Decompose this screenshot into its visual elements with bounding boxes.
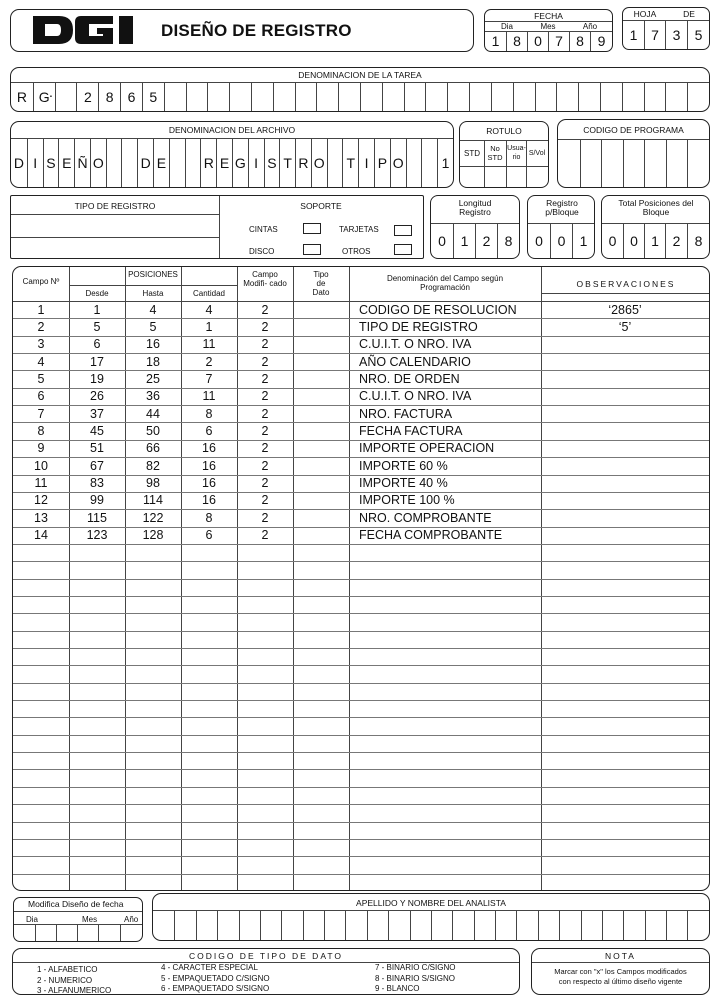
cell-campo: 5 bbox=[37, 371, 45, 386]
cell-hasta: 98 bbox=[146, 476, 160, 490]
cell-cantidad: 11 bbox=[202, 337, 216, 352]
analista-cell bbox=[666, 910, 687, 940]
cell-campo: 9 bbox=[37, 441, 45, 456]
total-posiciones-label: Total Posiciones del Bloque bbox=[618, 198, 694, 217]
analista-cell bbox=[495, 910, 516, 940]
cell-mod: 2 bbox=[261, 319, 269, 334]
cell-den: FECHA FACTURA bbox=[359, 423, 463, 438]
tarea-cell bbox=[447, 82, 469, 111]
cell-den: CODIGO DE RESOLUCION bbox=[359, 302, 517, 317]
header-box bbox=[10, 9, 474, 52]
cell-obs bbox=[541, 423, 709, 440]
total-posiciones-digit: 0 bbox=[608, 232, 617, 249]
analista-cell bbox=[645, 910, 666, 940]
cell-campo: 8 bbox=[37, 423, 45, 438]
cell-hasta: 16 bbox=[146, 337, 160, 352]
col-cantidad: Cantidad bbox=[192, 289, 226, 298]
cell-den: C.U.I.T. O NRO. IVA bbox=[359, 337, 472, 352]
tarea-cell bbox=[491, 82, 513, 111]
tarea-cell bbox=[251, 82, 273, 111]
cell-den: IMPORTE 100 % bbox=[359, 493, 455, 508]
de-label: DE bbox=[683, 9, 695, 19]
tarea-cell bbox=[229, 82, 251, 111]
cell-obs: ‘2865’ bbox=[608, 302, 642, 317]
analista-cell bbox=[239, 910, 260, 940]
archivo-cells bbox=[11, 138, 453, 187]
analista-cell bbox=[687, 910, 708, 940]
tarea-cell: 8 bbox=[98, 82, 120, 111]
codigo-tipo-item: 6 - EMPAQUETADO S/SIGNO bbox=[161, 984, 270, 993]
analista-cell bbox=[410, 910, 431, 940]
cell-mod: 2 bbox=[261, 528, 269, 543]
analista-cell bbox=[431, 910, 452, 940]
cell-hasta: 4 bbox=[149, 302, 157, 317]
tarea-cell: 6 bbox=[120, 82, 142, 111]
analista-cell bbox=[196, 910, 217, 940]
soporte-disco-checkbox[interactable] bbox=[303, 244, 321, 255]
cell-obs bbox=[541, 510, 709, 527]
analista-cell bbox=[303, 910, 324, 940]
cell-den: IMPORTE 40 % bbox=[359, 476, 448, 490]
hoja-digits bbox=[623, 20, 709, 49]
codigo-tipo-col2 bbox=[161, 963, 270, 995]
cell-cantidad: 1 bbox=[205, 319, 213, 334]
rotulo-no-std: No STD bbox=[487, 144, 503, 162]
col-denominacion: Denominación del Campo según Programación bbox=[386, 274, 504, 292]
cell-hasta: 82 bbox=[146, 458, 160, 473]
tarea-cell bbox=[425, 82, 447, 111]
cell-campo: 3 bbox=[37, 337, 45, 352]
archivo-cell: I bbox=[27, 138, 43, 187]
tarea-cell bbox=[644, 82, 666, 111]
archivo-cell bbox=[327, 138, 343, 187]
rotulo-usuario: Usua- rio bbox=[507, 145, 526, 161]
cell-campo: 4 bbox=[37, 354, 45, 369]
cell-cantidad: 4 bbox=[205, 302, 213, 317]
analista-cell bbox=[623, 910, 644, 940]
cell-cantidad: 16 bbox=[202, 493, 216, 508]
archivo-cell: E bbox=[58, 138, 74, 187]
cell-desde: 6 bbox=[93, 337, 101, 352]
modifica-label: Modifica Diseño de fecha bbox=[28, 899, 124, 909]
tarea-cell bbox=[665, 82, 687, 111]
cell-hasta: 18 bbox=[146, 354, 160, 369]
fecha-label: FECHA bbox=[534, 11, 563, 21]
tarea-cell bbox=[687, 82, 709, 111]
analista-cell bbox=[559, 910, 580, 940]
cell-campo: 1 bbox=[37, 302, 45, 317]
codigo-tipo-label: CODIGO DE TIPO DE DATO bbox=[188, 951, 344, 961]
cell-den: NRO. FACTURA bbox=[359, 406, 453, 421]
archivo-cell: O bbox=[390, 138, 406, 187]
cell-hasta: 122 bbox=[142, 510, 164, 525]
cell-mod: 2 bbox=[261, 371, 269, 386]
cell-desde: 5 bbox=[93, 319, 101, 334]
hoja-digit: 5 bbox=[687, 20, 709, 49]
archivo-cell: O bbox=[90, 138, 106, 187]
cell-den: C.U.I.T. O NRO. IVA bbox=[359, 389, 472, 404]
col-campo: Campo Nº bbox=[22, 277, 60, 286]
codigo-tipo-item: 5 - EMPAQUETADO C/SIGNO bbox=[161, 973, 270, 983]
cell-den: AÑO CALENDARIO bbox=[359, 354, 471, 369]
tarea-cell bbox=[295, 82, 317, 111]
total-posiciones-digit: 1 bbox=[644, 223, 665, 258]
cell-hasta: 128 bbox=[142, 528, 164, 543]
analista-label: APELLIDO Y NOMBRE DEL ANALISTA bbox=[356, 898, 506, 908]
nota-box bbox=[531, 948, 710, 995]
archivo-cell: D bbox=[13, 154, 24, 171]
archivo-cell: G bbox=[232, 138, 248, 187]
archivo-cell bbox=[406, 138, 422, 187]
cell-obs bbox=[541, 406, 709, 423]
tarea-cell bbox=[469, 82, 491, 111]
cell-mod: 2 bbox=[261, 302, 269, 317]
cell-mod: 2 bbox=[261, 510, 269, 525]
col-observaciones: OBSERVACIONES bbox=[576, 279, 676, 289]
analista-cell bbox=[281, 910, 302, 940]
codigo-programa-cells bbox=[558, 139, 709, 187]
cell-cantidad: 16 bbox=[202, 458, 216, 473]
cell-cantidad: 16 bbox=[202, 476, 216, 490]
cell-hasta: 5 bbox=[149, 319, 157, 334]
cell-hasta: 50 bbox=[146, 423, 160, 438]
col-modificado: Campo Modifi- cado bbox=[243, 270, 287, 288]
archivo-cell bbox=[169, 138, 185, 187]
nota-text-1: Marcar con "x" los Campos modificados bbox=[554, 967, 687, 976]
modifica-cells bbox=[14, 924, 142, 941]
archivo-cell: R bbox=[200, 138, 216, 187]
archivo-cell bbox=[185, 138, 201, 187]
cell-mod: 2 bbox=[261, 476, 269, 490]
dgi-logo-graphic bbox=[31, 14, 151, 46]
tarea-label: DENOMINACION DE LA TAREA bbox=[298, 70, 422, 80]
rotulo-std: STD bbox=[464, 149, 480, 158]
registro-bloque-digit: 0 bbox=[550, 223, 572, 258]
cell-mod: 2 bbox=[261, 337, 269, 352]
cell-mod: 2 bbox=[261, 406, 269, 421]
archivo-cell: Ñ bbox=[74, 138, 90, 187]
modifica-box bbox=[13, 897, 143, 942]
tarea-cell bbox=[186, 82, 208, 111]
archivo-cell: P bbox=[374, 138, 390, 187]
tarea-cell bbox=[404, 82, 426, 111]
cell-cantidad: 16 bbox=[202, 441, 216, 456]
analista-cell bbox=[260, 910, 281, 940]
fecha-dia-label: Dia bbox=[500, 22, 513, 31]
cell-desde: 67 bbox=[90, 458, 104, 473]
cell-campo: 7 bbox=[37, 406, 45, 421]
analista-cell bbox=[538, 910, 559, 940]
cell-desde: 83 bbox=[90, 476, 104, 490]
modifica-mes: Mes bbox=[82, 915, 98, 924]
fecha-digit: 0 bbox=[527, 31, 548, 51]
cell-obs bbox=[541, 354, 709, 371]
fecha-mes-label: Mes bbox=[540, 22, 556, 31]
codigo-programa-label: CODIGO DE PROGRAMA bbox=[583, 125, 684, 135]
tarea-cell bbox=[273, 82, 295, 111]
cell-cantidad: 11 bbox=[202, 389, 216, 404]
fecha-box bbox=[484, 9, 613, 52]
hoja-digit: 3 bbox=[665, 20, 687, 49]
cell-mod: 2 bbox=[261, 441, 269, 456]
registro-bloque-box bbox=[527, 195, 595, 259]
archivo-cell: E bbox=[216, 138, 232, 187]
cell-cantidad: 7 bbox=[205, 371, 213, 386]
tarea-cell bbox=[578, 82, 600, 111]
fecha-digit: 1 bbox=[491, 33, 500, 49]
cell-den: TIPO DE REGISTRO bbox=[359, 319, 478, 334]
codigo-tipo-box bbox=[12, 948, 520, 995]
rotulo-svol: S/Vol bbox=[528, 150, 546, 157]
analista-cell bbox=[602, 910, 623, 940]
tarea-cell bbox=[382, 82, 404, 111]
cell-hasta: 36 bbox=[146, 389, 160, 404]
tipo-soporte-box bbox=[10, 195, 424, 259]
analista-box bbox=[152, 893, 710, 941]
analista-cell bbox=[452, 910, 473, 940]
analista-cell bbox=[345, 910, 366, 940]
cell-mod: 2 bbox=[261, 354, 269, 369]
analista-cell bbox=[153, 910, 174, 940]
fecha-anio-label: Año bbox=[582, 22, 598, 31]
analista-cell bbox=[388, 910, 409, 940]
total-posiciones-box bbox=[601, 195, 710, 259]
hoja-box bbox=[622, 7, 710, 50]
soporte-label: SOPORTE bbox=[300, 201, 342, 211]
soporte-disco-label: DISCO bbox=[249, 247, 275, 256]
cell-mod: 2 bbox=[261, 493, 269, 508]
cell-desde: 123 bbox=[86, 528, 108, 543]
analista-cell bbox=[581, 910, 602, 940]
registro-bloque-digit: 1 bbox=[572, 223, 594, 258]
tarea-cell bbox=[535, 82, 557, 111]
total-posiciones-digits bbox=[602, 223, 709, 258]
archivo-cell: I bbox=[248, 138, 264, 187]
archivo-cell: D bbox=[137, 138, 153, 187]
archivo-cell: T bbox=[279, 138, 295, 187]
longitud-digit: 0 bbox=[438, 232, 446, 249]
longitud-digit: 2 bbox=[475, 223, 497, 258]
analista-cell bbox=[367, 910, 388, 940]
hoja-digit: 1 bbox=[629, 26, 638, 43]
longitud-box bbox=[430, 195, 520, 259]
fecha-digit: 8 bbox=[569, 31, 590, 51]
rotulo-box bbox=[459, 121, 549, 188]
cell-den: FECHA COMPROBANTE bbox=[359, 528, 503, 543]
cell-desde: 19 bbox=[90, 371, 104, 386]
analista-cell bbox=[324, 910, 345, 940]
cell-obs: ‘5’ bbox=[618, 319, 632, 334]
cell-den: IMPORTE OPERACION bbox=[359, 441, 495, 456]
archivo-cell: S bbox=[264, 138, 280, 187]
archivo-label: DENOMINACION DEL ARCHIVO bbox=[168, 125, 296, 135]
cell-cantidad: 6 bbox=[205, 423, 213, 438]
tarea-dot: . bbox=[49, 84, 53, 100]
rotulo-label: ROTULO bbox=[486, 126, 522, 136]
archivo-cell: O bbox=[311, 138, 327, 187]
tarea-cell bbox=[316, 82, 338, 111]
fecha-digit: 9 bbox=[590, 31, 612, 51]
tipo-registro-label: TIPO DE REGISTRO bbox=[74, 201, 156, 211]
archivo-cell: E bbox=[153, 138, 169, 187]
codigo-tipo-item: 9 - BLANCO bbox=[375, 984, 420, 993]
tarea-cell bbox=[164, 82, 186, 111]
tarea-box bbox=[10, 67, 710, 112]
cell-mod: 2 bbox=[261, 458, 269, 473]
cell-obs bbox=[541, 371, 709, 388]
cell-campo: 11 bbox=[34, 476, 48, 490]
cell-obs bbox=[541, 458, 709, 475]
fecha-digit: 7 bbox=[548, 31, 569, 51]
col-hasta: Hasta bbox=[142, 289, 164, 298]
cell-campo: 12 bbox=[34, 493, 48, 508]
codigo-tipo-col1 bbox=[37, 965, 111, 997]
cell-hasta: 25 bbox=[146, 371, 160, 386]
cell-desde: 26 bbox=[90, 389, 104, 404]
codigo-tipo-item: 3 - ALFANUMERICO bbox=[37, 986, 112, 995]
col-tipo: Tipo de Dato bbox=[312, 270, 330, 297]
archivo-cell: 1 bbox=[437, 138, 453, 187]
col-desde: Desde bbox=[85, 289, 109, 298]
archivo-cell: S bbox=[43, 138, 59, 187]
archivo-cell bbox=[421, 138, 437, 187]
cell-campo: 14 bbox=[34, 528, 48, 543]
cell-hasta: 114 bbox=[143, 493, 163, 508]
cell-cantidad: 8 bbox=[205, 406, 213, 421]
analista-cell bbox=[516, 910, 537, 940]
campos-table bbox=[12, 266, 710, 891]
nota-text-2: con respecto al último diseño vigente bbox=[558, 977, 683, 986]
tarea-cell bbox=[338, 82, 360, 111]
tarea-cell: 2 bbox=[76, 82, 98, 111]
longitud-digits bbox=[431, 223, 519, 258]
tarea-cell bbox=[622, 82, 644, 111]
longitud-digit: 8 bbox=[497, 223, 519, 258]
cell-cantidad: 8 bbox=[205, 510, 213, 525]
codigo-tipo-item: 2 - NUMERICO bbox=[37, 975, 93, 985]
cell-mod: 2 bbox=[261, 423, 269, 438]
cell-desde: 51 bbox=[90, 441, 104, 456]
tarea-cell bbox=[600, 82, 622, 111]
cell-obs bbox=[541, 492, 709, 509]
analista-cell bbox=[174, 910, 195, 940]
cell-desde: 99 bbox=[90, 493, 104, 508]
dgi-logo bbox=[31, 14, 151, 46]
cell-desde: 115 bbox=[87, 510, 107, 525]
cell-desde: 45 bbox=[90, 423, 104, 438]
cell-desde: 17 bbox=[90, 354, 104, 369]
cell-obs bbox=[541, 440, 709, 457]
tarea-cell: 5 bbox=[142, 82, 164, 111]
total-posiciones-digit: 0 bbox=[623, 223, 644, 258]
hoja-label: HOJA bbox=[633, 9, 657, 19]
analista-cell bbox=[474, 910, 495, 940]
cell-cantidad: 2 bbox=[205, 354, 213, 369]
codigo-tipo-item: 4 - CARACTER ESPECIAL bbox=[161, 963, 258, 972]
soporte-otros-label: OTROS bbox=[342, 247, 371, 256]
total-posiciones-digit: 8 bbox=[687, 223, 709, 258]
total-posiciones-digit: 2 bbox=[665, 223, 687, 258]
cell-hasta: 66 bbox=[146, 441, 160, 456]
soporte-tarjetas-label: TARJETAS bbox=[339, 225, 379, 234]
archivo-cell bbox=[121, 138, 137, 187]
analista-cell bbox=[217, 910, 238, 940]
archivo-cell: I bbox=[358, 138, 374, 187]
col-posiciones: POSICIONES bbox=[128, 270, 178, 279]
archivo-box bbox=[10, 121, 454, 188]
tarea-cell bbox=[556, 82, 578, 111]
tarea-cell bbox=[360, 82, 382, 111]
cell-den: NRO. DE ORDEN bbox=[359, 371, 460, 386]
codigo-tipo-item: 1 - ALFABETICO bbox=[37, 965, 98, 974]
soporte-cintas-checkbox[interactable] bbox=[303, 223, 321, 234]
registro-bloque-digits bbox=[528, 223, 594, 258]
archivo-cell: R bbox=[295, 138, 311, 187]
page-title: DISEÑO DE REGISTRO bbox=[161, 21, 352, 40]
cell-campo: 6 bbox=[37, 389, 45, 404]
modifica-anio: Año bbox=[124, 915, 139, 924]
tarea-cells bbox=[11, 82, 709, 111]
tarea-cell: G bbox=[33, 82, 55, 111]
soporte-otros-checkbox[interactable] bbox=[394, 244, 412, 255]
registro-bloque-digit: 0 bbox=[535, 232, 543, 249]
codigo-tipo-item: 7 - BINARIO C/SIGNO bbox=[375, 963, 456, 972]
cell-obs bbox=[541, 475, 709, 492]
cell-campo: 13 bbox=[34, 510, 48, 525]
codigo-tipo-item: 8 - BINARIO S/SIGNO bbox=[375, 973, 456, 983]
cell-cantidad: 6 bbox=[205, 528, 213, 543]
archivo-cell: T bbox=[342, 138, 358, 187]
analista-cells bbox=[153, 910, 709, 940]
archivo-cell bbox=[106, 138, 122, 187]
hoja-digit: 7 bbox=[644, 20, 665, 49]
longitud-digit: 1 bbox=[453, 223, 475, 258]
cell-campo: 2 bbox=[37, 319, 45, 334]
cell-mod: 2 bbox=[261, 389, 269, 404]
cell-obs bbox=[541, 336, 709, 353]
tarea-cell: R bbox=[16, 88, 27, 105]
soporte-cintas-label: CINTAS bbox=[249, 225, 278, 234]
tarea-cell bbox=[513, 82, 535, 111]
cell-desde: 37 bbox=[90, 406, 104, 421]
cell-den: NRO. COMPROBANTE bbox=[359, 510, 492, 525]
longitud-label: Longitud Registro bbox=[458, 198, 492, 217]
nota-label: NOTA bbox=[605, 951, 636, 961]
cell-campo: 10 bbox=[34, 458, 48, 473]
modifica-dia: Dia bbox=[26, 915, 39, 924]
cell-den: IMPORTE 60 % bbox=[359, 458, 448, 473]
fecha-digits bbox=[485, 31, 612, 51]
codigo-programa-box bbox=[557, 119, 710, 188]
cell-obs bbox=[541, 388, 709, 405]
codigo-tipo-col3 bbox=[375, 963, 455, 995]
cell-hasta: 44 bbox=[146, 406, 160, 421]
registro-bloque-label: Registro p/Bloque bbox=[545, 198, 579, 217]
cell-desde: 1 bbox=[93, 302, 101, 317]
cell-obs bbox=[541, 527, 709, 544]
fecha-digit: 8 bbox=[506, 31, 527, 51]
soporte-tarjetas-checkbox[interactable] bbox=[394, 225, 412, 236]
tarea-cell bbox=[207, 82, 229, 111]
tarea-cell bbox=[55, 82, 77, 111]
